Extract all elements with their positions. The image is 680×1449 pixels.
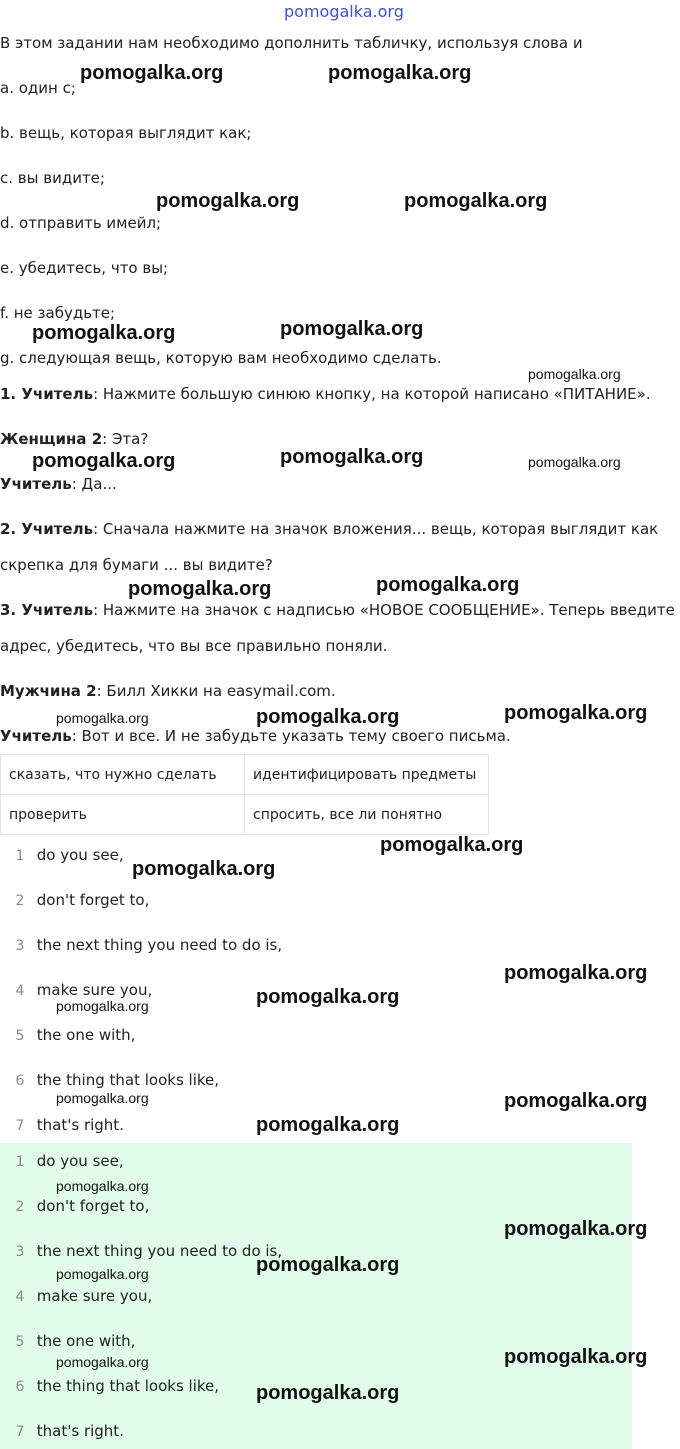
list-number: 2 (15, 893, 25, 909)
watermark: pomogalka.org (256, 1114, 400, 1136)
watermark: pomogalka.org (504, 1218, 648, 1240)
list-item (8, 1071, 219, 1089)
watermark: pomogalka.org (56, 1354, 149, 1370)
option-b: b. вещь, которая выглядит как; (0, 124, 252, 142)
speaker: Мужчина 2 (0, 682, 97, 700)
list-text: the thing that looks like, (36, 1377, 220, 1395)
list-number: 7 (15, 1424, 25, 1440)
watermark: pomogalka.org (504, 962, 648, 984)
watermark: pomogalka.org (32, 450, 176, 472)
watermark: pomogalka.org (56, 998, 149, 1014)
table-cell: сказать, что нужно сделать (1, 755, 245, 795)
watermark: pomogalka.org (56, 710, 149, 726)
watermark: pomogalka.org (156, 190, 300, 212)
watermark: pomogalka.org (80, 62, 224, 84)
list-number: 4 (15, 983, 25, 999)
watermark: pomogalka.org (280, 318, 424, 340)
utterance: : Вот и все. И не забудьте указать тему своего письма. (71, 727, 511, 745)
list-item (8, 1197, 149, 1215)
watermark: pomogalka.org (376, 574, 520, 596)
utterance: : Да... (71, 475, 117, 493)
list-item (8, 1287, 152, 1305)
list-item (8, 1116, 124, 1134)
utterance: : Нажмите большую синюю кнопку, на которой написано «ПИТАНИЕ». (93, 385, 651, 403)
watermark: pomogalka.org (504, 1346, 648, 1368)
list-text: the one with, (36, 1026, 136, 1044)
watermark: pomogalka.org (256, 1254, 400, 1276)
watermark: pomogalka.org (504, 702, 648, 724)
table-cell: идентифицировать предметы (245, 755, 489, 795)
dialogue-line (0, 475, 117, 493)
list-text: the next thing you need to do is, (36, 1242, 283, 1260)
list-number: 3 (15, 938, 25, 954)
watermark: pomogalka.org (128, 578, 272, 600)
list-item (8, 891, 149, 909)
option-g: g. следующая вещь, которую вам необходимо сделать. (0, 349, 442, 367)
option-e: e. убедитесь, что вы; (0, 259, 169, 277)
speaker: 2. Учитель (0, 520, 94, 538)
dialogue-line (0, 727, 511, 745)
list-number: 1 (15, 848, 25, 864)
list-number: 7 (15, 1118, 25, 1134)
utterance: : Сначала нажмите на значок вложения... вещь, которая выглядит как (93, 520, 659, 538)
watermark: pomogalka.org (56, 1090, 149, 1106)
watermark: pomogalka.org (380, 834, 524, 856)
speaker: 3. Учитель (0, 601, 94, 619)
watermark: pomogalka.org (132, 858, 276, 880)
option-d: d. отправить имейл; (0, 214, 162, 232)
list-text: do you see, (36, 846, 124, 864)
list-number: 5 (15, 1334, 25, 1350)
list-text: do you see, (36, 1152, 124, 1170)
list-text: the one with, (36, 1332, 136, 1350)
list-text: make sure you, (36, 1287, 153, 1305)
speaker: 1. Учитель (0, 385, 94, 403)
dialogue-line (0, 385, 651, 403)
watermark: pomogalka.org (504, 1090, 648, 1112)
utterance: : Нажмите на значок с надписью «НОВОЕ СООБЩЕНИЕ». Теперь введите (93, 601, 675, 619)
list-item (8, 1026, 135, 1044)
list-text: make sure you, (36, 981, 153, 999)
table-cell: проверить (1, 795, 245, 835)
list-item (8, 1242, 282, 1260)
list-item (8, 936, 282, 954)
speaker: Учитель (0, 727, 72, 745)
list-text: the next thing you need to do is, (36, 936, 283, 954)
list-item (8, 1332, 135, 1350)
list-number: 1 (15, 1154, 25, 1170)
watermark: pomogalka.org (56, 1266, 149, 1282)
speaker: Женщина 2 (0, 430, 103, 448)
list-number: 6 (15, 1073, 25, 1089)
utterance: адрес, убедитесь, что вы все правильно поняли. (0, 637, 388, 655)
list-number: 4 (15, 1289, 25, 1305)
dialogue-line (0, 556, 273, 574)
watermark: pomogalka.org (328, 62, 472, 84)
list-item (8, 846, 124, 864)
list-item (8, 981, 152, 999)
dialogue-line (0, 430, 148, 448)
watermark: pomogalka.org (32, 322, 176, 344)
dialogue-line (0, 520, 658, 538)
utterance: : Эта? (102, 430, 149, 448)
option-f: f. не забудьте; (0, 304, 116, 322)
site-header[interactable]: pomogalka.org (284, 2, 404, 21)
list-item (8, 1152, 124, 1170)
list-text: that's right. (36, 1422, 124, 1440)
list-number: 3 (15, 1244, 25, 1260)
watermark: pomogalka.org (256, 1382, 400, 1404)
list-number: 6 (15, 1379, 25, 1395)
watermark: pomogalka.org (256, 986, 400, 1008)
list-item (8, 1422, 124, 1440)
watermark: pomogalka.org (528, 454, 621, 470)
table-row (1, 795, 489, 835)
watermark: pomogalka.org (256, 706, 400, 728)
watermark: pomogalka.org (280, 446, 424, 468)
table-row (1, 755, 489, 795)
intro-text: В этом задании нам необходимо дополнить табличку, используя слова и (0, 34, 583, 52)
watermark: pomogalka.org (528, 366, 621, 382)
list-number: 5 (15, 1028, 25, 1044)
dialogue-line (0, 637, 387, 655)
speaker: Учитель (0, 475, 72, 493)
table-cell: спросить, все ли понятно (245, 795, 489, 835)
option-a: a. один с; (0, 79, 76, 97)
watermark: pomogalka.org (404, 190, 548, 212)
phrase-table (0, 754, 489, 835)
list-text: that's right. (36, 1116, 124, 1134)
watermark: pomogalka.org (56, 1178, 149, 1194)
list-text: don't forget to, (36, 891, 150, 909)
list-text: don't forget to, (36, 1197, 150, 1215)
utterance: : Билл Хикки на easymail.com. (96, 682, 336, 700)
utterance: скрепка для бумаги ... вы видите? (0, 556, 273, 574)
list-item (8, 1377, 219, 1395)
dialogue-line (0, 682, 336, 700)
option-c: c. вы видите; (0, 169, 105, 187)
list-number: 2 (15, 1199, 25, 1215)
dialogue-line (0, 601, 675, 619)
list-text: the thing that looks like, (36, 1071, 220, 1089)
